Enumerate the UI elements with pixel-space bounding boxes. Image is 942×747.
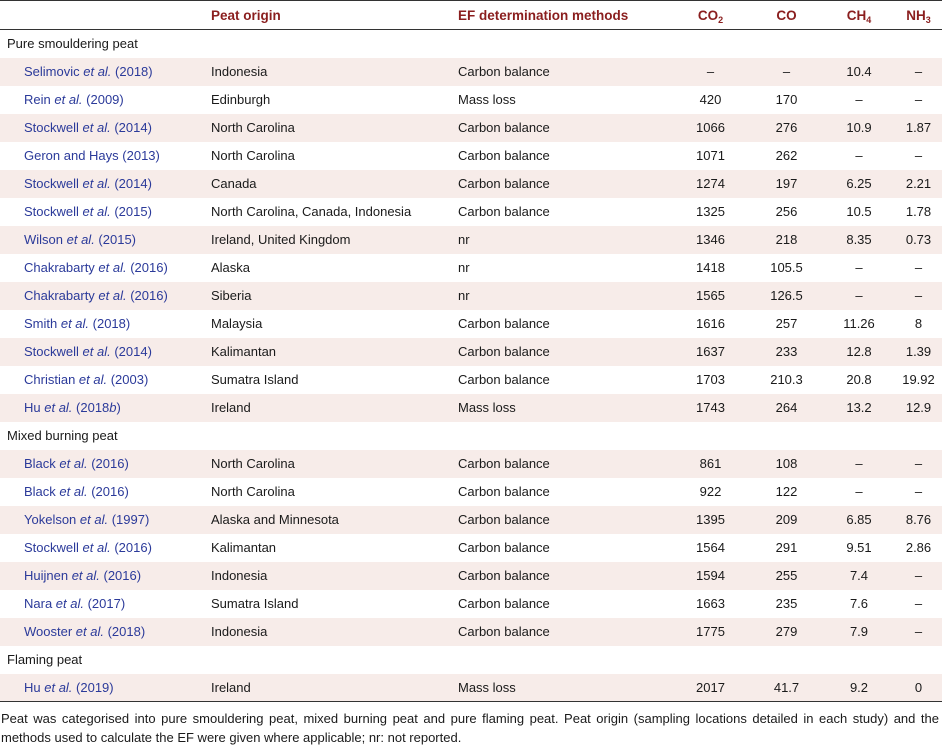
reference-year: (2018) [103, 624, 146, 639]
header-ch4-main: CH [846, 7, 867, 23]
nh3-cell: 12.9 [905, 400, 932, 415]
ef-method-cell: nr [458, 232, 470, 247]
reference-year: (1997) [108, 512, 150, 527]
reference-author: Black [24, 456, 56, 471]
peat-origin-cell: Kalimantan [211, 344, 277, 359]
table-row [0, 338, 942, 366]
reference-cell[interactable] [0, 114, 205, 142]
ch4-cell: 6.85 [846, 512, 872, 527]
reference-author: Stockwell [24, 204, 79, 219]
table-row [0, 618, 942, 646]
peat-origin-cell: Ireland, United Kingdom [211, 232, 351, 247]
header-co2 [671, 1, 750, 30]
reference-year: (2015) [110, 204, 152, 219]
reference-etal: et al. [72, 624, 104, 639]
table-footnote: Peat was categorised into pure smouldering peat, mixed burning peat and pure flaming peat. Peat origin (sampling locations detailed in each study) and the methods used to calculate the EF were given where applicable; nr: not reported. [1, 711, 939, 745]
reference-etal: et al. [50, 92, 83, 107]
reference-author: Stockwell [24, 176, 79, 191]
reference-year: (2016) [110, 540, 152, 555]
reference-year: (2016) [126, 260, 168, 275]
reference-author: Wilson [24, 232, 64, 247]
table-header [0, 1, 942, 30]
nh3-cell: – [914, 456, 923, 471]
reference-cell[interactable] [0, 590, 205, 618]
ch4-cell: 20.8 [846, 372, 872, 387]
reference-author: Huijnen [24, 568, 69, 583]
reference-year: (2015) [94, 232, 137, 247]
table-row [0, 534, 942, 562]
nh3-cell: 8 [914, 316, 923, 331]
reference-author: Smith [24, 316, 58, 331]
section-row [0, 422, 942, 450]
nh3-cell: 1.87 [905, 120, 932, 135]
co-cell: 41.7 [773, 679, 800, 695]
co2-cell: 1637 [696, 344, 725, 359]
header-row [0, 1, 942, 30]
reference-cell[interactable] [0, 618, 205, 646]
ch4-cell: – [855, 484, 863, 499]
co-cell: 122 [775, 484, 798, 499]
ef-method-cell: Carbon balance [458, 568, 550, 583]
reference-etal: et al. [94, 260, 127, 275]
reference-author: Yokelson [24, 512, 77, 527]
reference-author: Chakrabarty [24, 288, 95, 303]
header-nh3-main: NH [906, 7, 926, 23]
reference-etal: b [109, 400, 117, 415]
co2-cell: 420 [699, 92, 722, 107]
reference-year: (2003) [107, 372, 149, 387]
peat-origin-cell: Siberia [211, 288, 252, 303]
co-cell: 276 [775, 120, 798, 135]
table-row [0, 506, 942, 534]
nh3-cell: 1.39 [905, 344, 932, 359]
table-row [0, 450, 942, 478]
co-cell: 264 [775, 400, 798, 415]
reference-author: Wooster [24, 624, 73, 639]
peat-origin-cell: Indonesia [211, 64, 268, 79]
ch4-cell: 12.8 [846, 344, 872, 359]
table-body [0, 30, 942, 702]
reference-cell[interactable] [0, 282, 205, 310]
reference-etal: et al. [76, 512, 109, 527]
ef-method-cell: Carbon balance [458, 540, 550, 555]
reference-etal: et al. [94, 288, 127, 303]
peat-origin-cell: North Carolina [211, 484, 295, 499]
ef-method-cell: nr [458, 288, 470, 303]
reference-author: Black [24, 484, 56, 499]
ef-method-cell: Carbon balance [458, 316, 550, 331]
reference-author: Stockwell [24, 540, 79, 555]
ch4-cell: 10.9 [846, 120, 872, 135]
ef-method-cell: Mass loss [458, 92, 516, 107]
reference-cell[interactable] [0, 674, 205, 702]
reference-author: Hu et al. (2018 [24, 400, 110, 415]
peat-origin-cell: Sumatra Island [211, 372, 299, 387]
nh3-cell: – [914, 288, 923, 303]
nh3-cell: – [914, 568, 923, 583]
ef-method-cell: nr [458, 260, 470, 275]
table-row [0, 366, 942, 394]
co2-cell: 1325 [696, 204, 725, 219]
reference-cell[interactable] [0, 366, 205, 394]
reference-etal: et al. [57, 316, 90, 331]
reference-cell[interactable] [0, 450, 205, 478]
nh3-cell: – [914, 64, 923, 79]
co2-cell: 1274 [696, 176, 725, 191]
nh3-cell: 2.21 [905, 176, 932, 191]
ef-method-cell: Carbon balance [458, 176, 550, 191]
nh3-cell: – [914, 596, 923, 611]
table-row [0, 58, 942, 86]
nh3-cell: – [914, 484, 923, 499]
peat-origin-cell: Ireland [211, 679, 251, 695]
header-ch4 [823, 1, 895, 30]
reference-year: (2016) [87, 484, 129, 499]
ef-method-cell: Carbon balance [458, 120, 550, 135]
reference-cell[interactable] [0, 338, 205, 366]
reference-cell[interactable] [0, 86, 205, 114]
co2-cell: 1594 [696, 568, 725, 583]
reference-year: (2014) [110, 176, 152, 191]
co2-cell: 1775 [696, 624, 725, 639]
reference-author: Hu [24, 679, 41, 695]
reference-cell[interactable] [0, 478, 205, 506]
ch4-cell: – [855, 92, 863, 107]
reference-cell[interactable] [0, 226, 205, 254]
nh3-cell: – [914, 92, 923, 107]
co2-cell: 1418 [696, 260, 725, 275]
reference-year: (2016) [87, 456, 129, 471]
reference-etal: et al. [78, 540, 111, 555]
header-co2-main: CO [697, 7, 719, 23]
co-cell: 218 [775, 232, 798, 247]
table-row [0, 394, 942, 422]
co2-cell: 1564 [696, 540, 725, 555]
reference-author: Stockwell [24, 120, 79, 135]
ef-method-cell: Carbon balance [458, 344, 550, 359]
ch4-cell: 9.2 [849, 679, 869, 695]
peat-origin-cell: Malaysia [211, 316, 263, 331]
reference-cell[interactable] [0, 142, 205, 170]
header-co-main: CO [776, 7, 797, 23]
table-row [0, 226, 942, 254]
reference-cell[interactable] [0, 58, 205, 86]
ch4-cell: 13.2 [846, 400, 872, 415]
reference-cell[interactable] [0, 198, 205, 226]
reference-etal: et al. [40, 679, 73, 695]
peat-origin-cell: Kalimantan [211, 540, 277, 555]
reference-author: Chakrabarty [24, 260, 95, 275]
peat-origin-cell: Indonesia [211, 568, 268, 583]
reference-author: Geron and Hays (2013) [24, 148, 160, 163]
nh3-cell: 8.76 [905, 512, 932, 527]
co-cell: 209 [775, 512, 798, 527]
ef-method-cell: Mass loss [458, 679, 516, 695]
section-title: Pure smouldering peat [7, 36, 138, 52]
nh3-cell: 2.86 [905, 540, 932, 555]
peat-origin-cell: North Carolina [211, 120, 295, 135]
reference-year: (2016) [99, 568, 142, 583]
table-row [0, 142, 942, 170]
ch4-cell: 10.4 [846, 64, 872, 79]
peat-origin-cell: North Carolina [211, 148, 295, 163]
reference-year: (2019) [72, 679, 114, 695]
table-row [0, 590, 942, 618]
co-cell: 256 [775, 204, 798, 219]
co-cell: 291 [775, 540, 798, 555]
reference-etal: et al. [63, 232, 95, 247]
header-ef-method: EF determination methods [458, 7, 629, 23]
header-nh3-sub: 3 [925, 14, 931, 25]
co-cell: 126.5 [770, 288, 803, 303]
co2-cell: 1066 [696, 120, 725, 135]
header-study [0, 1, 205, 30]
reference-author: Selimovic [24, 64, 80, 79]
co-cell: 233 [775, 344, 798, 359]
nh3-cell: 0.73 [905, 232, 932, 247]
reference-cell[interactable] [0, 310, 205, 338]
reference-etal: et al. [78, 120, 111, 135]
reference-etal: et al. [68, 568, 100, 583]
reference-etal: et al. [78, 204, 111, 219]
reference-author: Rein [24, 92, 51, 107]
peat-origin-cell: Alaska [211, 260, 251, 275]
ef-method-cell: Mass loss [458, 400, 516, 415]
reference-cell[interactable] [0, 562, 205, 590]
reference-cell[interactable] [0, 394, 205, 422]
table-row [0, 478, 942, 506]
nh3-cell: 19.92 [902, 372, 935, 387]
ef-method-cell: Carbon balance [458, 624, 550, 639]
peat-origin-cell: North Carolina [211, 456, 295, 471]
reference-etal-inline: et al. [44, 400, 73, 415]
reference-author: Stockwell [24, 344, 79, 359]
peat-origin-cell: Sumatra Island [211, 596, 299, 611]
co2-cell: 1395 [696, 512, 725, 527]
co-cell: 108 [775, 456, 798, 471]
table-row [0, 282, 942, 310]
reference-etal: et al. [75, 372, 108, 387]
co-cell: 279 [775, 624, 798, 639]
reference-cell[interactable] [0, 254, 205, 282]
reference-author: Nara [24, 596, 53, 611]
peat-origin-cell: Ireland [211, 400, 251, 415]
header-co2-sub: 2 [718, 14, 724, 25]
ch4-cell: – [855, 260, 863, 275]
co2-cell: – [706, 64, 715, 79]
reference-year: ) [116, 400, 121, 415]
ef-method-cell: Carbon balance [458, 596, 550, 611]
co2-cell: 1616 [696, 316, 725, 331]
section-row [0, 30, 942, 58]
section-row [0, 646, 942, 674]
ch4-cell: 7.4 [849, 568, 869, 583]
table-row [0, 674, 942, 702]
header-co [750, 1, 823, 30]
peat-origin-cell: Alaska and Minnesota [211, 512, 339, 527]
header-peat-origin: Peat origin [211, 7, 281, 23]
table-row [0, 114, 942, 142]
peat-origin-cell: Edinburgh [211, 92, 271, 107]
ef-method-cell: Carbon balance [458, 372, 550, 387]
reference-etal: et al. [78, 344, 111, 359]
ef-method-cell: Carbon balance [458, 512, 550, 527]
ef-method-cell: Carbon balance [458, 484, 550, 499]
reference-year: (2014) [110, 344, 152, 359]
section-title: Flaming peat [7, 652, 83, 667]
nh3-cell: – [914, 260, 923, 275]
co-cell: 235 [775, 596, 798, 611]
co2-cell: 1743 [696, 400, 725, 415]
ch4-cell: 7.9 [849, 624, 869, 639]
table-row [0, 198, 942, 226]
ef-method-cell: Carbon balance [458, 456, 550, 471]
co2-cell: 1346 [696, 232, 725, 247]
co-cell: 257 [775, 316, 798, 331]
nh3-cell: – [914, 624, 923, 639]
ch4-cell: 8.35 [846, 232, 872, 247]
co2-cell: 1703 [696, 372, 725, 387]
co2-cell: 1071 [696, 148, 725, 163]
reference-etal: et al. [55, 484, 88, 499]
table-row [0, 310, 942, 338]
co-cell: – [782, 64, 791, 79]
ef-method-cell: Carbon balance [458, 204, 550, 219]
table-row [0, 562, 942, 590]
ch4-cell: 6.25 [846, 176, 872, 191]
table-row [0, 170, 942, 198]
ef-method-cell: Carbon balance [458, 148, 550, 163]
reference-etal: et al. [52, 596, 84, 611]
header-nh3 [895, 1, 942, 30]
peat-origin-cell: Canada [211, 176, 257, 191]
ch4-cell: 9.51 [846, 540, 872, 555]
reference-etal: et al. [78, 176, 111, 191]
co2-cell: 1663 [696, 596, 725, 611]
peat-origin-cell: North Carolina, Canada, Indonesia [211, 204, 412, 219]
reference-etal: et al. [55, 456, 88, 471]
co-cell: 210.3 [770, 372, 803, 387]
co-cell: 255 [775, 568, 798, 583]
co-cell: 105.5 [770, 260, 803, 275]
header-ch4-sub: 4 [866, 14, 872, 25]
peat-origin-cell: Indonesia [211, 624, 268, 639]
ch4-cell: – [855, 148, 863, 163]
co-cell: 170 [775, 92, 798, 107]
table-row [0, 86, 942, 114]
reference-year: (2018) [89, 316, 131, 331]
co-cell: 262 [775, 148, 798, 163]
reference-year: (2009) [82, 92, 124, 107]
reference-year: (2016) [126, 288, 168, 303]
co2-cell: 2017 [696, 679, 725, 695]
ch4-cell: 7.6 [849, 596, 869, 611]
reference-year: (2018) [111, 64, 153, 79]
ch4-cell: – [855, 456, 863, 471]
co-cell: 197 [775, 176, 798, 191]
reference-year: (2017) [83, 596, 126, 611]
table-row [0, 254, 942, 282]
section-title: Mixed burning peat [7, 428, 118, 443]
nh3-cell: 0 [914, 679, 923, 695]
nh3-cell: – [914, 148, 923, 163]
ch4-cell: 11.26 [843, 316, 875, 331]
reference-author: Christian [24, 372, 76, 387]
ef-method-cell: Carbon balance [458, 64, 550, 79]
reference-year: (2014) [110, 120, 152, 135]
ch4-cell: – [855, 288, 863, 303]
ch4-cell: 10.5 [846, 204, 872, 219]
reference-cell[interactable] [0, 534, 205, 562]
reference-etal: et al. [79, 64, 112, 79]
reference-cell[interactable] [0, 506, 205, 534]
reference-cell[interactable] [0, 170, 205, 198]
co2-cell: 861 [699, 456, 722, 471]
co2-cell: 1565 [696, 288, 725, 303]
co2-cell: 922 [699, 484, 722, 499]
nh3-cell: 1.78 [905, 204, 932, 219]
